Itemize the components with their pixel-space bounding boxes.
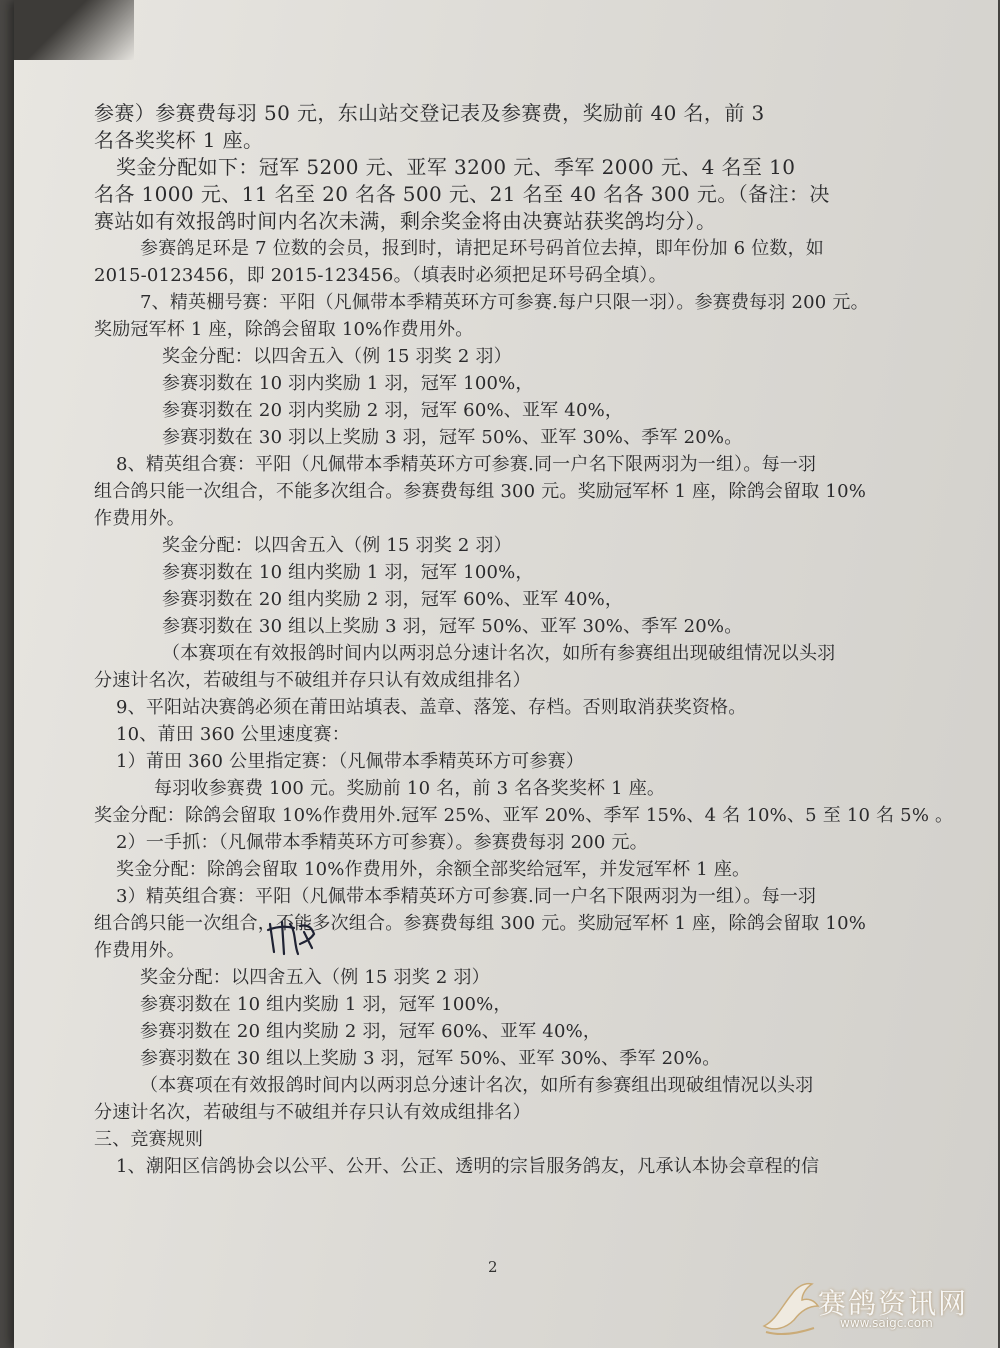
- text-line: 作费用外。: [94, 940, 185, 961]
- text-line: 奖励冠军杯 1 座，除鸽会留取 10%作费用外。: [94, 319, 474, 340]
- page-number: 2: [488, 1258, 498, 1276]
- text-line: 参赛羽数在 10 羽内奖励 1 羽，冠军 100%，: [162, 373, 534, 394]
- text-line: 分速计名次，若破组与不破组并存只认有效成组排名）: [94, 670, 531, 691]
- text-line: 名各 1000 元、11 名至 20 名各 500 元、21 名至 40 名各 300 元。（备注：决: [94, 182, 830, 206]
- text-line: 参赛羽数在 30 羽以上奖励 3 羽，冠军 50%、亚军 30%、季军 20%。: [162, 427, 743, 448]
- text-line: 8、精英组合赛：平阳（凡佩带本季精英环方可参赛.同一户名下限两羽为一组）。每一羽: [116, 454, 817, 475]
- section-heading: 三、竞赛规则: [94, 1129, 204, 1150]
- text-line: 奖金分配：以四舍五入（例 15 羽奖 2 羽）: [140, 967, 490, 988]
- text-line: 参赛羽数在 10 组内奖励 1 羽，冠军 100%，: [140, 994, 512, 1015]
- text-line: 2）一手抓：（凡佩带本季精英环方可参赛）。参赛费每羽 200 元。: [116, 832, 648, 853]
- text-line: （本赛项在有效报鸽时间内以两羽总分速计名次，如所有参赛组出现破组情况以头羽: [140, 1075, 814, 1096]
- text-line: 10、莆田 360 公里速度赛：: [116, 724, 350, 745]
- watermark-url: www.saigc.com: [840, 1316, 933, 1330]
- text-line: 分速计名次，若破组与不破组并存只认有效成组排名）: [94, 1102, 531, 1123]
- watermark-name: 赛鸽资讯网: [818, 1287, 969, 1320]
- text-line: 名各奖奖杯 1 座。: [94, 128, 264, 152]
- watermark: [756, 1276, 976, 1340]
- text-line: 奖金分配如下：冠军 5200 元、亚军 3200 元、季军 2000 元、4 名至 10: [116, 155, 796, 179]
- text-line: 2015-0123456，即 2015-123456。（填表时必须把足环号码全填）。: [94, 265, 667, 286]
- text-line: （本赛项在有效报鸽时间内以两羽总分速计名次，如所有参赛组出现破组情况以头羽: [162, 643, 836, 664]
- text-line: 参赛羽数在 20 羽内奖励 2 羽，冠军 60%、亚军 40%，: [162, 400, 624, 421]
- text-line: 奖金分配：除鸽会留取 10%作费用外.冠军 25%、亚军 20%、季军 15%、4 名 10%、5 至 10 名 5% 。: [94, 805, 954, 826]
- text-line: 参赛羽数在 20 组内奖励 2 羽，冠军 60%、亚军 40%，: [140, 1021, 602, 1042]
- document-body: [94, 100, 954, 1180]
- pigeon-logo-icon: [756, 1276, 826, 1340]
- text-line: 7、精英棚号赛：平阳（凡佩带本季精英环方可参赛.每户只限一羽）。参赛费每羽 200 元。: [140, 292, 869, 313]
- text-line: 奖金分配：以四舍五入（例 15 羽奖 2 羽）: [162, 346, 512, 367]
- text-line: 参赛羽数在 30 组以上奖励 3 羽，冠军 50%、亚军 30%、季军 20%。: [162, 616, 743, 637]
- text-line: 奖金分配：以四舍五入（例 15 羽奖 2 羽）: [162, 535, 512, 556]
- document-page: [14, 0, 998, 1348]
- text-line: 参赛羽数在 20 组内奖励 2 羽，冠军 60%、亚军 40%，: [162, 589, 624, 610]
- text-line: 9、平阳站决赛鸽必须在莆田站填表、盖章、落笼、存档。否则取消获奖资格。: [116, 697, 747, 718]
- text-line: 赛站如有效报鸽时间内名次未满，剩余奖金将由决赛站获奖鸽均分）。: [94, 209, 717, 233]
- text-line: 组合鸽只能一次组合，不能多次组合。参赛费每组 300 元。奖励冠军杯 1 座，除鸽会留取 10%: [94, 481, 867, 502]
- text-line: 参赛）参赛费每羽 50 元，东山站交登记表及参赛费，奖励前 40 名，前 3: [94, 101, 765, 125]
- text-line: 每羽收参赛费 100 元。奖励前 10 名，前 3 名各奖奖杯 1 座。: [154, 778, 666, 799]
- shadow-corner: [14, 0, 134, 60]
- text-line: 作费用外。: [94, 508, 185, 529]
- text-line: 1、潮阳区信鸽协会以公平、公开、公正、透明的宗旨服务鸽友，凡承认本协会章程的信: [116, 1156, 820, 1177]
- text-line: 参赛羽数在 30 组以上奖励 3 羽，冠军 50%、亚军 30%、季军 20%。: [140, 1048, 721, 1069]
- text-line: 组合鸽只能一次组合，不能多次组合。参赛费每组 300 元。奖励冠军杯 1 座，除鸽会留取 10%: [94, 913, 867, 934]
- text-line: 3）精英组合赛：平阳（凡佩带本季精英环方可参赛.同一户名下限两羽为一组）。每一羽: [116, 886, 817, 907]
- handwritten-annotation: [264, 914, 320, 958]
- text-line: 参赛羽数在 10 组内奖励 1 羽，冠军 100%，: [162, 562, 534, 583]
- text-line: 参赛鸽足环是 7 位数的会员，报到时，请把足环号码首位去掉，即年份加 6 位数，如: [140, 238, 824, 259]
- text-line: 奖金分配：除鸽会留取 10%作费用外，余额全部奖给冠军，并发冠军杯 1 座。: [116, 859, 751, 880]
- text-line: 1）莆田 360 公里指定赛：（凡佩带本季精英环方可参赛）: [116, 751, 585, 772]
